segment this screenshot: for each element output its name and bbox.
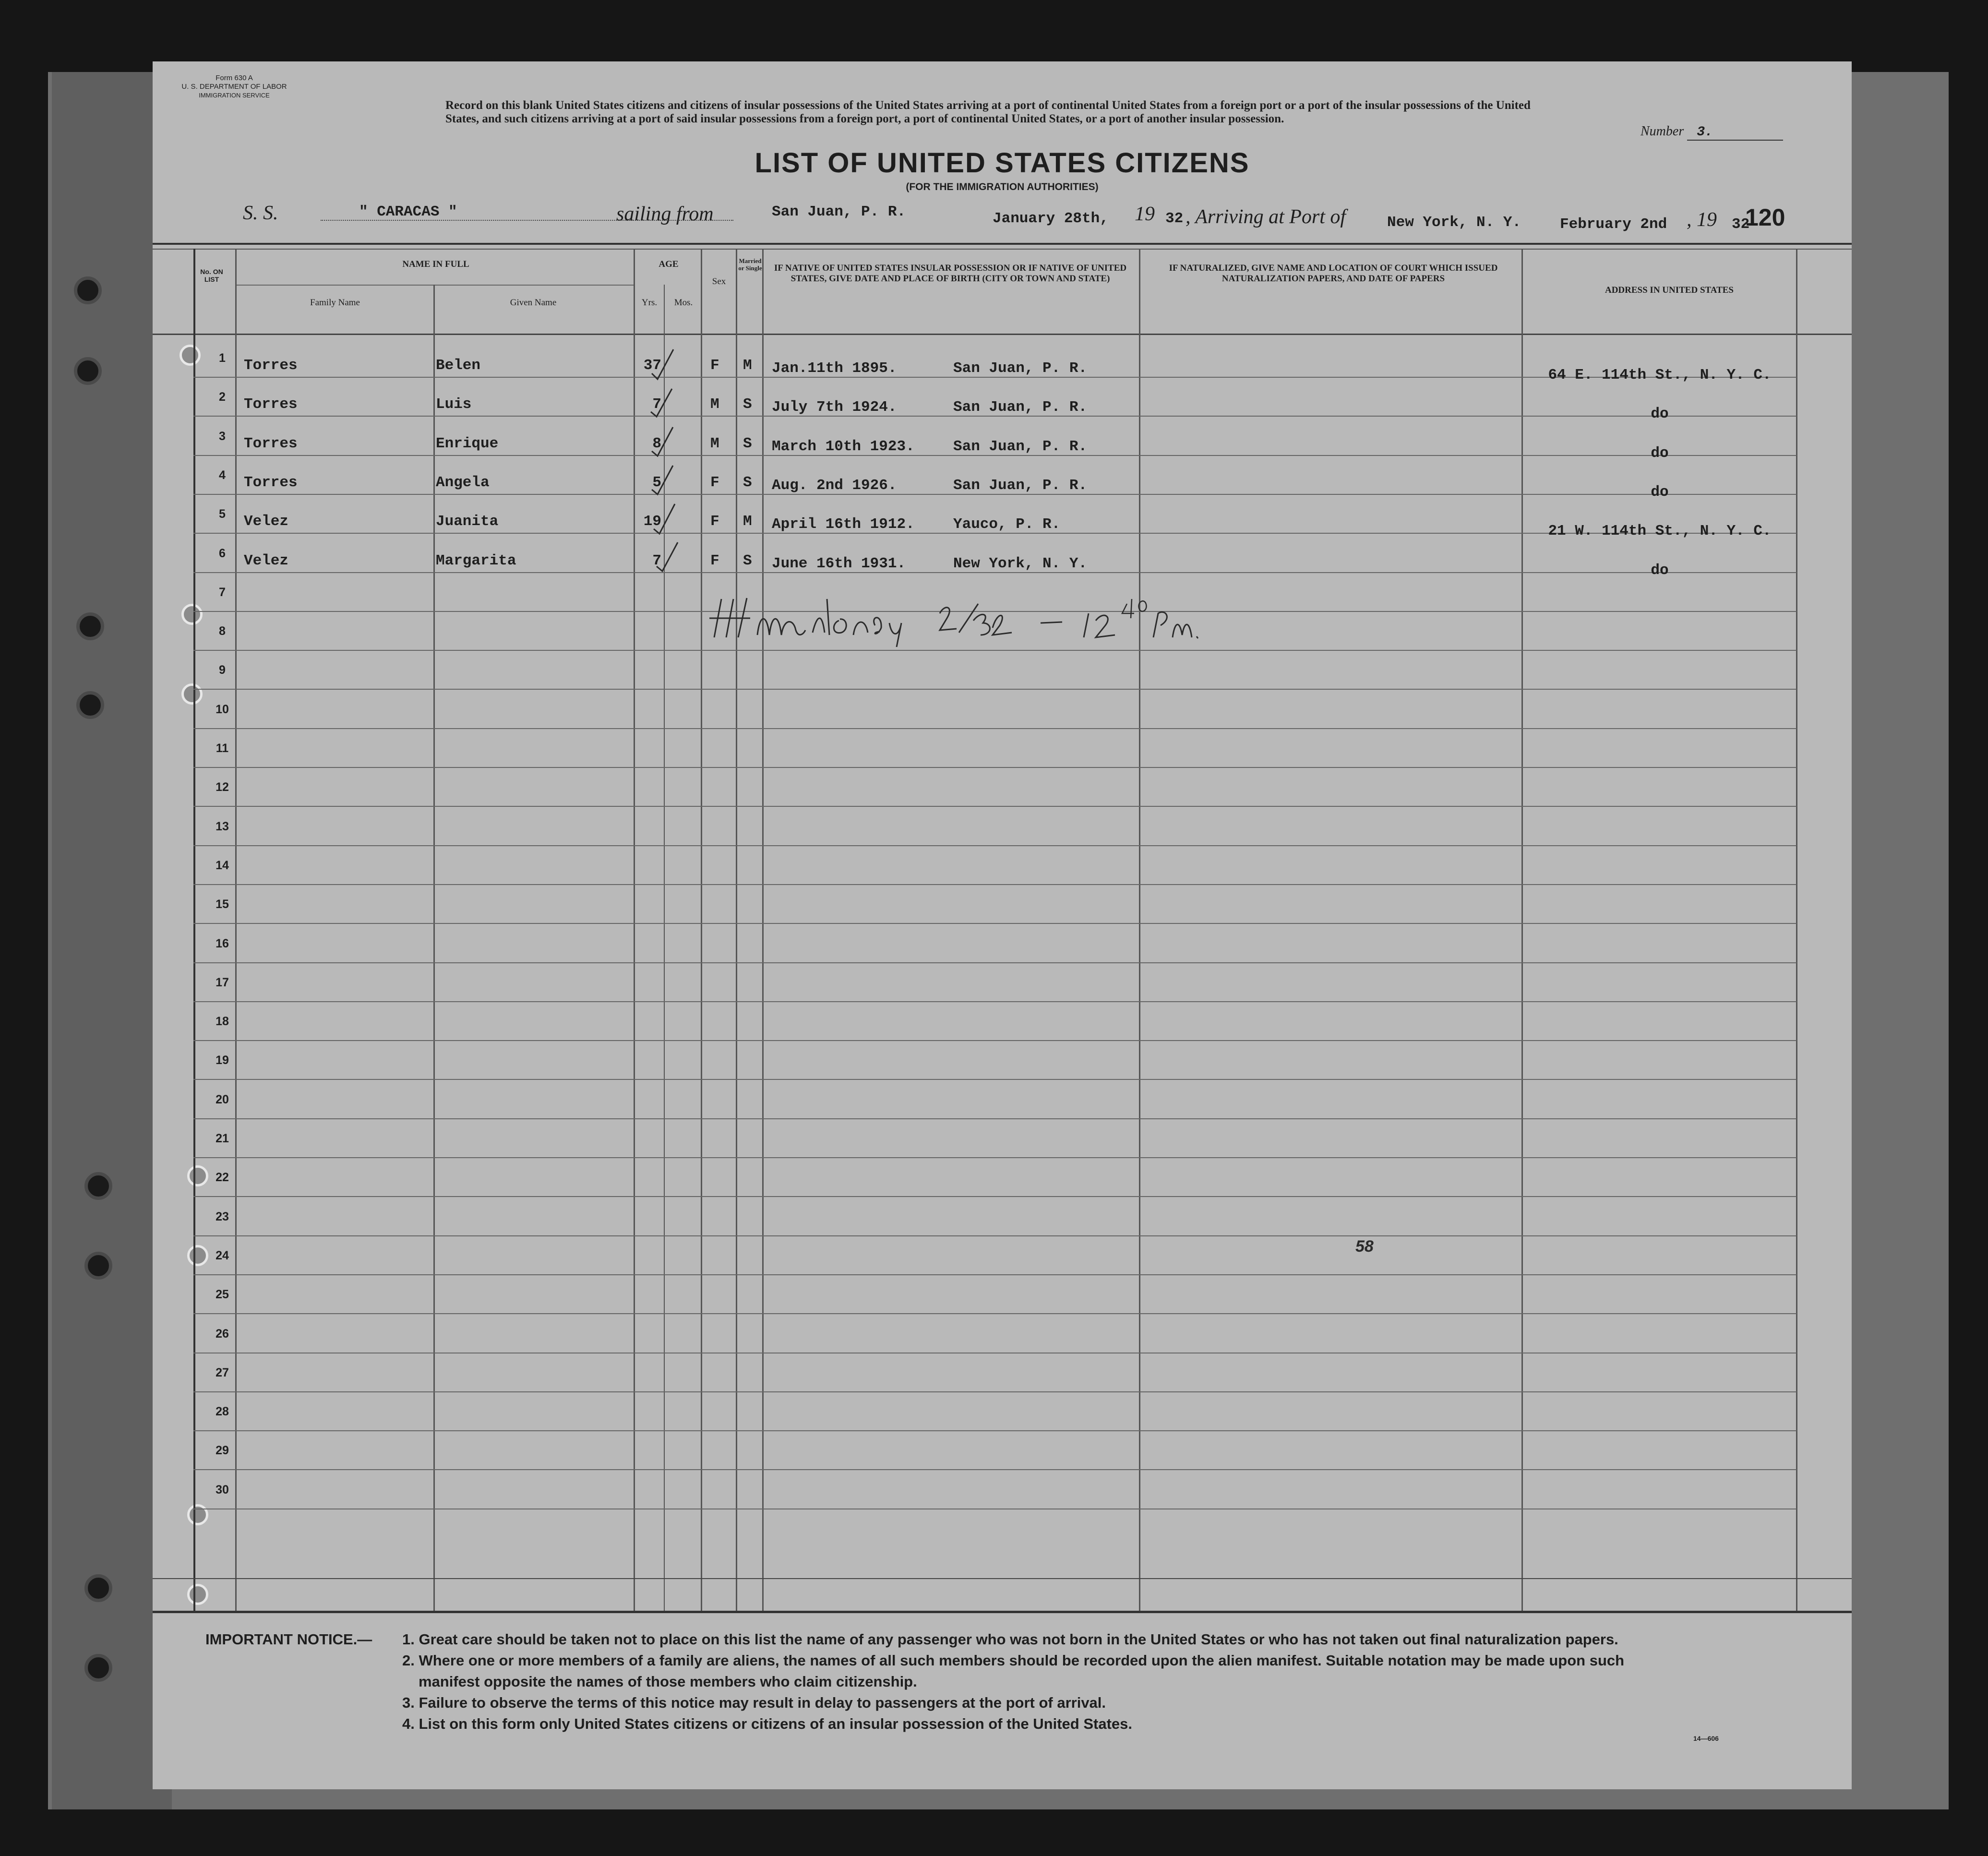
family-name: Velez — [244, 552, 289, 569]
col-rule — [762, 249, 764, 1612]
row-number: 4 — [219, 468, 226, 482]
birth-place: San Juan, P. R. — [953, 360, 1088, 377]
punch-ring — [187, 1584, 208, 1605]
row-number: 20 — [216, 1093, 229, 1106]
given-name: Luis — [436, 396, 472, 413]
row-rule — [193, 845, 1796, 846]
marital-status: S — [743, 474, 752, 491]
row-rule — [193, 1235, 1796, 1236]
notice-item: 3. Failure to observe the terms of this notice may result in delay to passengers at the port of arrival. — [402, 1694, 1106, 1711]
notice-heading: IMPORTANT NOTICE.— — [205, 1631, 372, 1648]
birth-date: April 16th 1912. — [772, 516, 915, 533]
table-bottom-border — [153, 1611, 1852, 1613]
stamp-mark: 58 — [1355, 1237, 1374, 1256]
sex: F — [710, 357, 719, 374]
binder-hole — [76, 691, 104, 719]
departure-year-prefix: 19 — [1135, 203, 1155, 225]
given-name: Juanita — [436, 513, 499, 530]
address: 21 W. 114th St., N. Y. C. — [1548, 523, 1772, 539]
sex: M — [710, 435, 719, 452]
page-number: 120 — [1745, 204, 1785, 231]
ship-name: " CARACAS " — [359, 204, 457, 220]
row-number: 22 — [216, 1171, 229, 1184]
row-number: 1 — [219, 351, 226, 365]
row-number: 8 — [219, 624, 226, 638]
family-name: Torres — [244, 396, 298, 413]
col-rule — [1139, 249, 1140, 1612]
important-notice — [402, 1629, 1823, 1735]
birth-place: San Juan, P. R. — [953, 399, 1088, 416]
row-rule — [193, 1001, 1796, 1002]
row-number: 29 — [216, 1444, 229, 1457]
row-rule — [193, 1196, 1796, 1197]
row-number: 21 — [216, 1132, 229, 1145]
header-bottom-rule — [153, 334, 1852, 335]
row-rule — [193, 962, 1796, 963]
row-number: 11 — [216, 742, 229, 755]
arrival-year-prefix: , 19 — [1687, 209, 1717, 231]
marital-status: S — [743, 435, 752, 452]
row-rule — [193, 767, 1796, 768]
binder-hole — [84, 1172, 112, 1200]
birth-date: June 16th 1931. — [772, 555, 906, 572]
family-name: Velez — [244, 513, 289, 530]
row-rule — [193, 1469, 1796, 1470]
birth-date: July 7th 1924. — [772, 399, 897, 416]
notice-item: 4. List on this form only United States citizens or citizens of an insular possession of the United States. — [402, 1715, 1132, 1732]
arrival-port: New York, N. Y. — [1387, 214, 1521, 231]
number-label: Number — [1641, 124, 1684, 139]
punch-ring — [181, 683, 203, 705]
address: do — [1651, 484, 1669, 501]
row-number: 7 — [219, 586, 226, 599]
row-number: 19 — [216, 1054, 229, 1067]
binder-hole — [74, 357, 102, 385]
age-years: 7 — [652, 396, 661, 413]
manifest-page — [153, 61, 1852, 1789]
row-rule — [193, 1430, 1796, 1431]
row-rule — [193, 1313, 1796, 1314]
page-subtitle: (FOR THE IMMIGRATION AUTHORITIES) — [906, 181, 1099, 192]
row-rule — [193, 806, 1796, 807]
marital-status: M — [743, 513, 752, 530]
marital-status: M — [743, 357, 752, 374]
birth-date: March 10th 1923. — [772, 438, 915, 455]
sex: M — [710, 396, 719, 413]
age-years: 19 — [643, 513, 661, 530]
notice-item: 2. Where one or more members of a family are aliens, the names of all such members should be recorded upon the alien manifest. Suitable notation may be made upon such — [402, 1652, 1625, 1669]
form-number: Form 630 A — [216, 74, 253, 82]
form-identification — [153, 74, 316, 100]
row-number: 23 — [216, 1210, 229, 1223]
col-header-no: No. ON LIST — [200, 268, 223, 283]
row-number: 2 — [219, 390, 226, 404]
form-code: 14—606 — [1693, 1735, 1719, 1742]
table-bottom-rule — [153, 1578, 1852, 1579]
row-number: 3 — [219, 430, 226, 443]
row-rule — [193, 1040, 1796, 1041]
age-years: 8 — [652, 435, 661, 452]
punch-ring — [187, 1504, 208, 1525]
given-name: Margarita — [436, 552, 516, 569]
row-number: 17 — [216, 976, 229, 989]
row-rule — [193, 728, 1796, 729]
row-rule — [193, 1118, 1796, 1119]
arrival-year: 32 — [1732, 216, 1750, 233]
col-header-name: NAME IN FULL — [402, 259, 469, 269]
col-header-address: ADDRESS IN UNITED STATES — [1605, 285, 1734, 295]
row-rule — [193, 884, 1796, 885]
notice-item: 1. Great care should be taken not to place on this list the name of any passenger who was not born in the United States or who has not taken out final naturalization papers. — [402, 1631, 1618, 1648]
col-rule — [736, 249, 737, 1612]
age-years: 7 — [652, 552, 661, 569]
table-top-border — [153, 243, 1852, 245]
row-rule — [193, 689, 1796, 690]
binder-hole — [74, 276, 102, 304]
given-name: Enrique — [436, 435, 499, 452]
marital-status: S — [743, 396, 752, 413]
birth-date: Aug. 2nd 1926. — [772, 477, 897, 494]
row-rule — [193, 650, 1796, 651]
departure-date: January 28th, — [993, 210, 1109, 227]
row-number: 9 — [219, 663, 226, 677]
row-number: 28 — [216, 1405, 229, 1418]
birth-place: San Juan, P. R. — [953, 477, 1088, 494]
name-header-divider — [237, 285, 635, 286]
birth-place: San Juan, P. R. — [953, 438, 1088, 455]
arriving-label: , Arriving at Port of — [1186, 206, 1346, 228]
sex: F — [710, 513, 719, 530]
sex: F — [710, 474, 719, 491]
row-number: 10 — [216, 703, 229, 716]
address: 64 E. 114th St., N. Y. C. — [1548, 367, 1772, 383]
age-years: 37 — [643, 357, 661, 374]
binder-hole — [84, 1654, 112, 1682]
family-name: Torres — [244, 435, 298, 452]
service-name: IMMIGRATION SERVICE — [199, 92, 270, 99]
address: do — [1651, 445, 1669, 462]
page-title: LIST OF UNITED STATES CITIZENS — [754, 147, 1250, 179]
row-rule — [193, 923, 1796, 924]
col-header-given: Given Name — [510, 298, 557, 308]
family-name: Torres — [244, 474, 298, 491]
sailing-from-port: San Juan, P. R. — [772, 204, 906, 220]
row-number: 13 — [216, 820, 229, 833]
col-header-naturalized: IF NATURALIZED, GIVE NAME AND LOCATION OF COURT WHICH ISSUED NATURALIZATION PAPERS, AND DATE OF PAPERS — [1169, 263, 1498, 284]
check-marks — [637, 345, 709, 594]
row-rule — [193, 1274, 1796, 1275]
sex: F — [710, 552, 719, 569]
birth-date: Jan.11th 1895. — [772, 360, 897, 377]
row-number: 26 — [216, 1327, 229, 1341]
given-name: Belen — [436, 357, 481, 374]
row-rule — [193, 1391, 1796, 1392]
row-number: 24 — [216, 1249, 229, 1262]
row-number: 5 — [219, 507, 226, 521]
row-number: 12 — [216, 780, 229, 794]
number-value: 3. — [1687, 125, 1783, 141]
marital-status: S — [743, 552, 752, 569]
birth-place: Yauco, P. R. — [953, 516, 1061, 533]
row-number: 15 — [216, 898, 229, 911]
col-header-sex: Sex — [712, 276, 726, 287]
row-number: 30 — [216, 1483, 229, 1497]
department-name: U. S. DEPARTMENT OF LABOR — [181, 83, 287, 91]
age-years: 5 — [652, 474, 661, 491]
row-rule — [193, 1157, 1796, 1158]
row-number: 27 — [216, 1366, 229, 1379]
form-instructions: Record on this blank United States citizens and citizens of insular possessions of the United States arriving at a port of continental United States from a foreign port or a port of the insular possessions of the United States, and such citizens arriving at a port of said insular possessions from a foreign port, a port of continental United States, or a port of another insular possession. — [445, 99, 1531, 125]
col-rule — [634, 249, 635, 1612]
binder-hole — [76, 612, 104, 640]
col-rule — [193, 249, 195, 1612]
col-header-mos: Mos. — [674, 298, 693, 308]
handwritten-signature — [705, 585, 1281, 647]
col-rule — [433, 285, 435, 1612]
list-number — [1641, 124, 1783, 141]
col-header-age: AGE — [659, 259, 679, 269]
col-header-family: Family Name — [310, 298, 360, 308]
table-top-rule — [153, 249, 1852, 250]
notice-item: manifest opposite the names of those members who claim citizenship. — [419, 1673, 917, 1690]
ss-label: S. S. — [243, 202, 278, 224]
departure-year: 32 — [1165, 210, 1184, 227]
col-header-married-single: Married or Single — [738, 257, 762, 272]
row-number: 18 — [216, 1015, 229, 1028]
row-rule — [193, 1079, 1796, 1080]
row-number: 6 — [219, 547, 226, 560]
col-header-yrs: Yrs. — [641, 298, 658, 308]
address: do — [1651, 562, 1669, 579]
address: do — [1651, 406, 1669, 422]
row-number: 14 — [216, 859, 229, 872]
sailing-from-label: sailing from — [616, 203, 714, 225]
binder-hole — [84, 1252, 112, 1280]
row-number: 25 — [216, 1288, 229, 1301]
punch-ring — [180, 345, 201, 366]
punch-ring — [181, 604, 203, 625]
col-header-birth: IF NATIVE OF UNITED STATES INSULAR POSSESSION OR IF NATIVE OF UNITED STATES, GIVE DATE AND PLACE OF BIRTH (CITY OR TOWN AND STATE) — [774, 263, 1127, 284]
given-name: Angela — [436, 474, 490, 491]
binder-hole — [84, 1574, 112, 1602]
row-number: 16 — [216, 937, 229, 950]
birth-place: New York, N. Y. — [953, 555, 1088, 572]
arrival-date: February 2nd — [1560, 216, 1667, 233]
family-name: Torres — [244, 357, 298, 374]
